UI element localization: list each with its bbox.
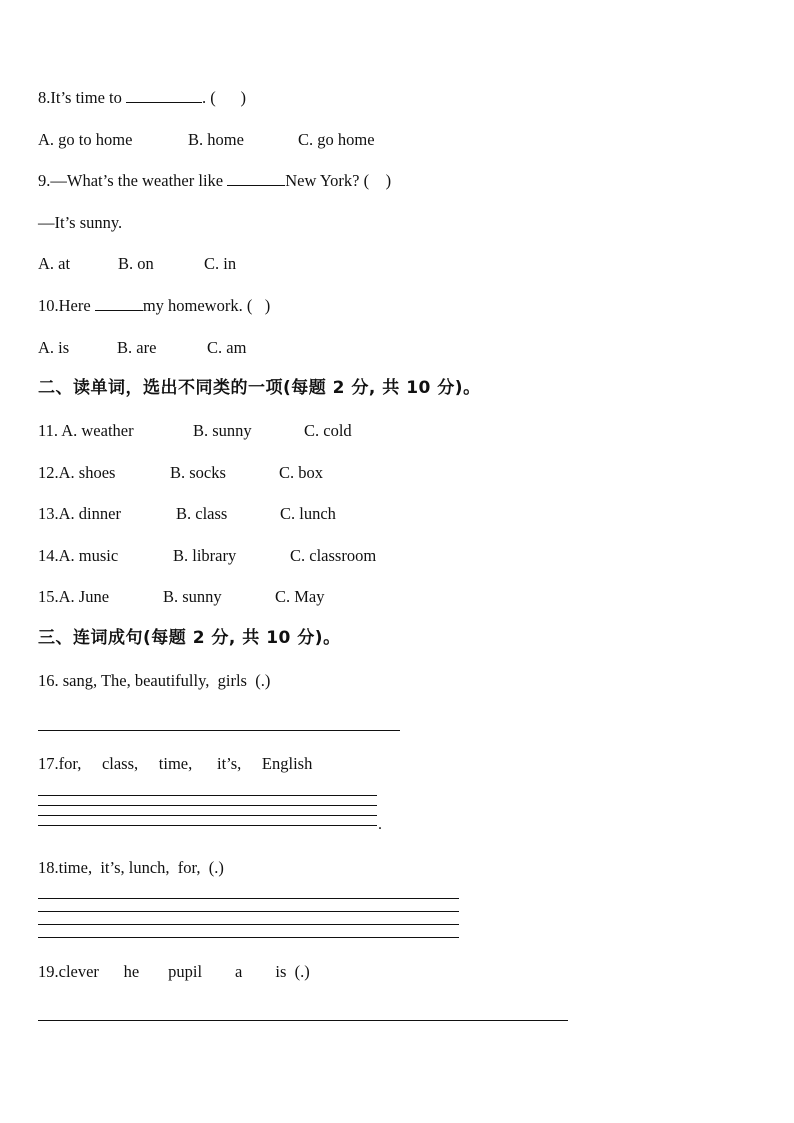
q13-option-a: 13.A. dinner [38, 504, 121, 523]
q9-option-a: A. at [38, 254, 71, 273]
q11-option-a: 11. A. weather [38, 421, 134, 440]
question-10-end: my homework. ( ) [142, 296, 271, 315]
answer-line-19[interactable] [38, 1020, 568, 1021]
q10-option-c: C. am [207, 338, 247, 357]
question-9-reply: —It’s sunny. [38, 213, 123, 232]
q12-option-a: 12.A. shoes [38, 463, 116, 482]
q13-option-c: C. lunch [280, 504, 336, 523]
question-18: 18.time, it’s, lunch, for, (.) [38, 858, 224, 877]
answer-line-17c[interactable] [38, 815, 377, 816]
q10-option-a: A. is [38, 338, 70, 357]
q13-option-b: B. class [176, 504, 228, 523]
q12-option-c: C. box [279, 463, 324, 482]
answer-line-18c[interactable] [38, 924, 459, 925]
section-2-title: 二、读单词，选出不同类的一项(每题 2 分, 共 10 分)。 [38, 378, 481, 398]
question-8 [38, 88, 246, 108]
question-9-blank[interactable] [227, 171, 285, 186]
q12-option-b: B. socks [170, 463, 226, 482]
answer-line-17d[interactable] [38, 825, 377, 826]
question-17: 17.for, class, time, it’s, English [38, 754, 313, 773]
question-19: 19.clever he pupil a is (.) [38, 962, 310, 981]
question-9-end: New York? ( ) [285, 171, 392, 190]
question-10 [38, 296, 270, 316]
answer-line-18d[interactable] [38, 937, 459, 938]
question-9 [38, 171, 391, 191]
q8-option-b: B. home [188, 130, 244, 149]
q14-option-b: B. library [173, 546, 237, 565]
q14-option-a: 14.A. music [38, 546, 119, 565]
q9-option-b: B. on [118, 254, 154, 273]
q14-option-c: C. classroom [290, 546, 377, 565]
question-8-end: . ( ) [202, 88, 246, 107]
q15-option-c: C. May [275, 587, 325, 606]
question-16: 16. sang, The, beautifully, girls (.) [38, 671, 271, 690]
answer-17-period: . [378, 816, 382, 833]
answer-line-16[interactable] [38, 730, 400, 731]
question-8-text: 8.It’s time to [38, 88, 126, 107]
q8-option-a: A. go to home [38, 130, 133, 149]
answer-line-17b[interactable] [38, 805, 377, 806]
q8-option-c: C. go home [298, 130, 375, 149]
q11-option-c: C. cold [304, 421, 352, 440]
section-3-title: 三、连词成句(每题 2 分, 共 10 分)。 [38, 628, 341, 648]
q15-option-a: 15.A. June [38, 587, 110, 606]
q9-option-c: C. in [204, 254, 237, 273]
question-10-blank[interactable] [95, 296, 143, 311]
answer-line-18a[interactable] [38, 898, 459, 899]
q10-option-b: B. are [117, 338, 157, 357]
q11-option-b: B. sunny [193, 421, 252, 440]
question-10-text: 10.Here [38, 296, 95, 315]
answer-line-18b[interactable] [38, 911, 459, 912]
q15-option-b: B. sunny [163, 587, 222, 606]
question-9-text: 9.—What’s the weather like [38, 171, 228, 190]
question-8-blank[interactable] [126, 88, 202, 103]
answer-line-17a[interactable] [38, 795, 377, 796]
